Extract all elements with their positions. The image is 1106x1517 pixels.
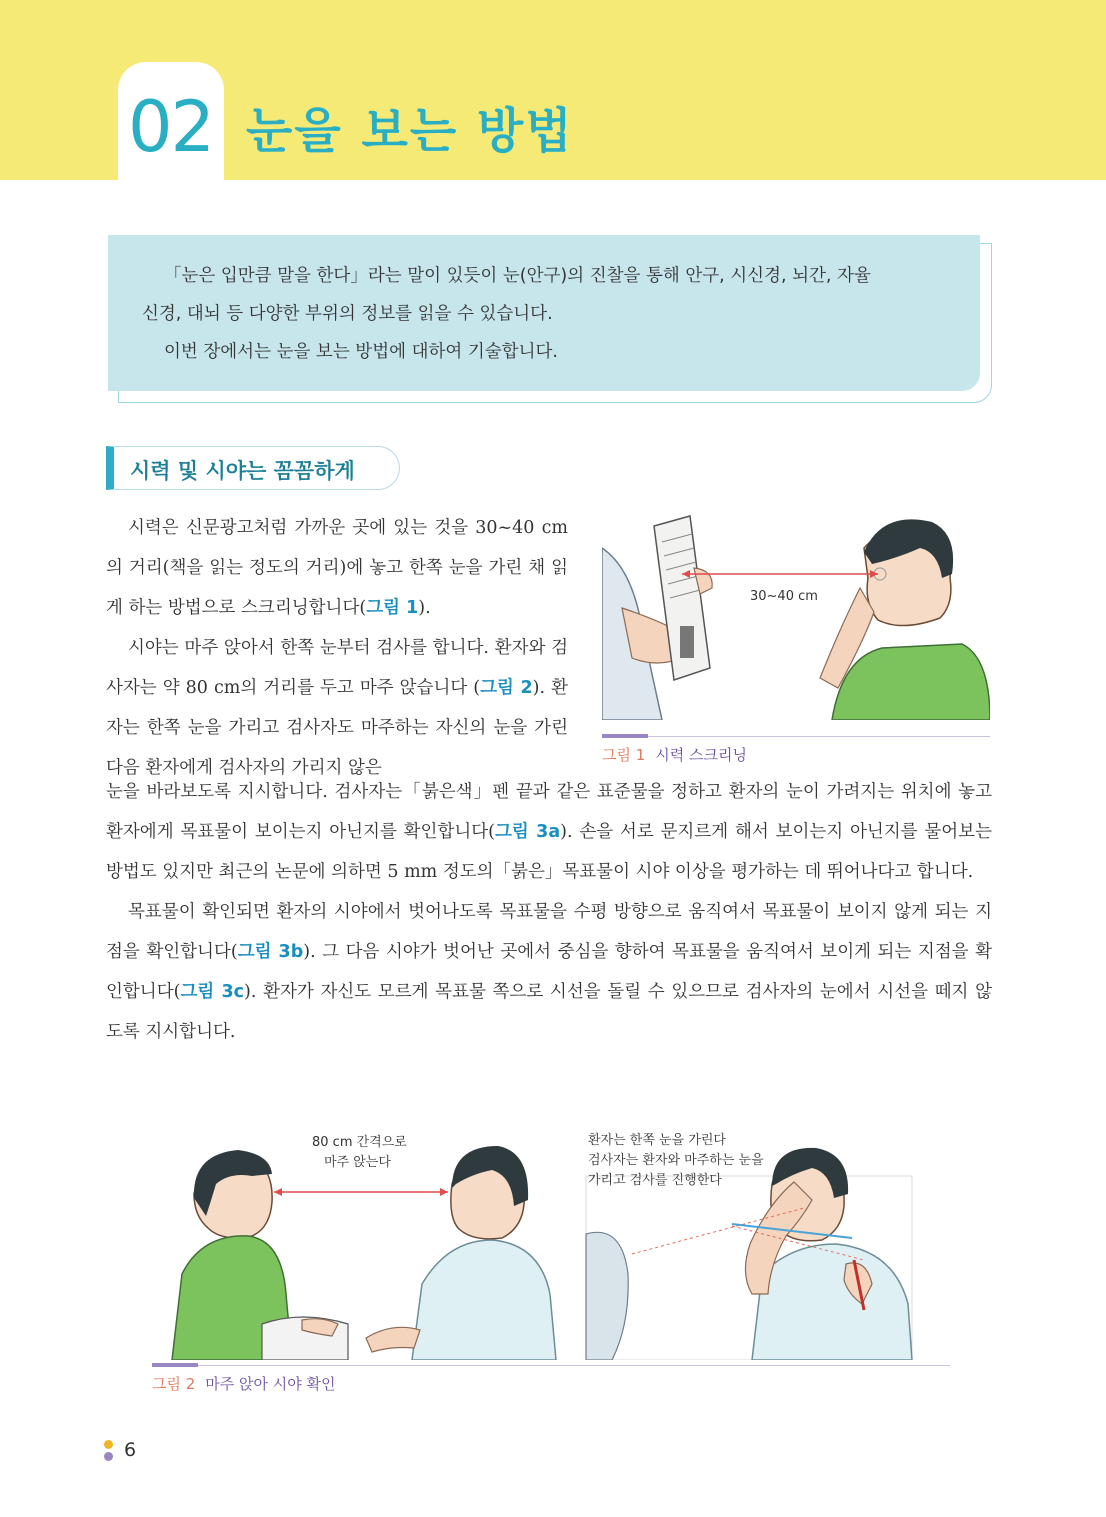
figure-1-caption-number: 그림 1 — [602, 746, 646, 764]
paragraph-1-end: ). — [418, 598, 431, 618]
figure-1-reference: 그림 1 — [366, 598, 419, 618]
figure-1-caption-mark — [602, 734, 648, 738]
chapter-title: 눈을 보는 방법 — [246, 103, 574, 159]
intro-box — [108, 235, 980, 391]
figure-1-distance-label: 30~40 cm — [750, 589, 818, 604]
paragraph-2-continued — [106, 772, 992, 892]
section-heading: 시력 및 시야는 꼼꼼하게 — [106, 446, 400, 490]
figure-2-caption-text: 마주 앉아 시야 확인 — [205, 1375, 336, 1393]
page-dot-yellow — [104, 1440, 113, 1449]
intro-line-1: 「눈은 입만큼 말을 한다」라는 말이 있듯이 눈(안구)의 진찰을 통해 안구, 시신경, 뇌간, 자율 — [164, 266, 871, 286]
figure-2-right-label-3: 가리고 검사를 진행한다 — [588, 1173, 722, 1188]
figure-1-illustration — [602, 508, 990, 720]
paragraph-2-text-b: ). 환자는 한쪽 눈을 가리고 검사자도 마주하는 자신의 눈을 가린 다음 환자에게 검사자의 가리지 않은 — [106, 678, 568, 778]
paragraph-3-text: 목표물이 확인되면 환자의 시야에서 벗어나도록 목표물을 수평 방향으로 움직여서 목표물이 보이지 않게 되는 지점을 확인합니다( — [106, 902, 992, 962]
figure-2-caption-number: 그림 2 — [152, 1375, 196, 1393]
page-dot-purple — [104, 1452, 113, 1461]
figure-2-reference: 그림 2 — [480, 678, 533, 698]
body-column-wide — [106, 772, 992, 1052]
paragraph-2-start — [106, 628, 568, 788]
figure-3c-reference: 그림 3c — [180, 982, 245, 1002]
figure-1-caption-text: 시력 스크리닝 — [655, 746, 748, 764]
figure-1-caption-rule — [602, 736, 990, 737]
figure-2-caption-rule — [152, 1365, 950, 1366]
paragraph-2-text-d: ). 손을 서로 문지르게 해서 보이는지 아닌지를 물어보는 방법도 있지만 최근의 논문에 의하면 5 mm 정도의「붉은」목표물이 시야 이상을 평가하는 데 뛰어나다고 합니다. — [106, 822, 992, 882]
paragraph-2-text-c: 눈을 바라보도록 지시합니다. 검사자는「붉은색」펜 끝과 같은 표준물을 정하고 환자의 눈이 가려지는 위치에 놓고 환자에게 목표물이 보이는지 아닌지를 확인합니다( — [106, 782, 992, 842]
figure-3b-reference: 그림 3b — [237, 942, 304, 962]
figure-2-right-label-2: 검사자는 환자와 마주하는 눈을 — [588, 1153, 764, 1168]
figure-2-illustration — [152, 1124, 950, 1360]
figure-2-left-label-2: 마주 앉는다 — [324, 1155, 391, 1170]
figure-3a-reference: 그림 3a — [495, 822, 561, 842]
figure-2-right-label-1: 환자는 한쪽 눈을 가린다 — [588, 1133, 726, 1148]
intro-line-2: 신경, 대뇌 등 다양한 부위의 정보를 읽을 수 있습니다. — [142, 304, 553, 324]
paragraph-1 — [106, 508, 568, 628]
paragraph-1-text: 시력은 신문광고처럼 가까운 곳에 있는 것을 30~40 cm의 거리(책을 읽는 정도의 거리)에 놓고 한쪽 눈을 가린 채 읽게 하는 방법으로 스크리닝합니다( — [106, 518, 568, 618]
paragraph-3-text-b: ). 그 다음 시야가 벗어난 곳에서 중심을 향하여 목표물을 움직여서 보이게 되는 지점을 확인합니다( — [106, 942, 992, 1002]
page-number-dots — [104, 1440, 113, 1464]
paragraph-3-text-c: ). 환자가 자신도 모르게 목표물 쪽으로 시선을 돌릴 수 있으므로 검사자의 눈에서 시선을 떼지 않도록 지시합니다. — [106, 982, 993, 1042]
figure-2-caption-mark — [152, 1363, 198, 1367]
paragraph-3 — [106, 892, 992, 1052]
page-number: 6 — [124, 1439, 137, 1461]
figure-1-caption — [602, 744, 747, 765]
chapter-number: 02 — [128, 86, 214, 168]
figure-2-left-label-1: 80 cm 간격으로 — [312, 1135, 407, 1150]
figure-2-caption — [152, 1373, 336, 1394]
body-column-narrow — [106, 508, 568, 788]
paragraph-2-text: 시야는 마주 앉아서 한쪽 눈부터 검사를 합니다. 환자와 검사자는 약 80 cm의 거리를 두고 마주 앉습니다 ( — [106, 638, 568, 698]
intro-line-3: 이번 장에서는 눈을 보는 방법에 대하여 기술합니다. — [164, 342, 558, 362]
